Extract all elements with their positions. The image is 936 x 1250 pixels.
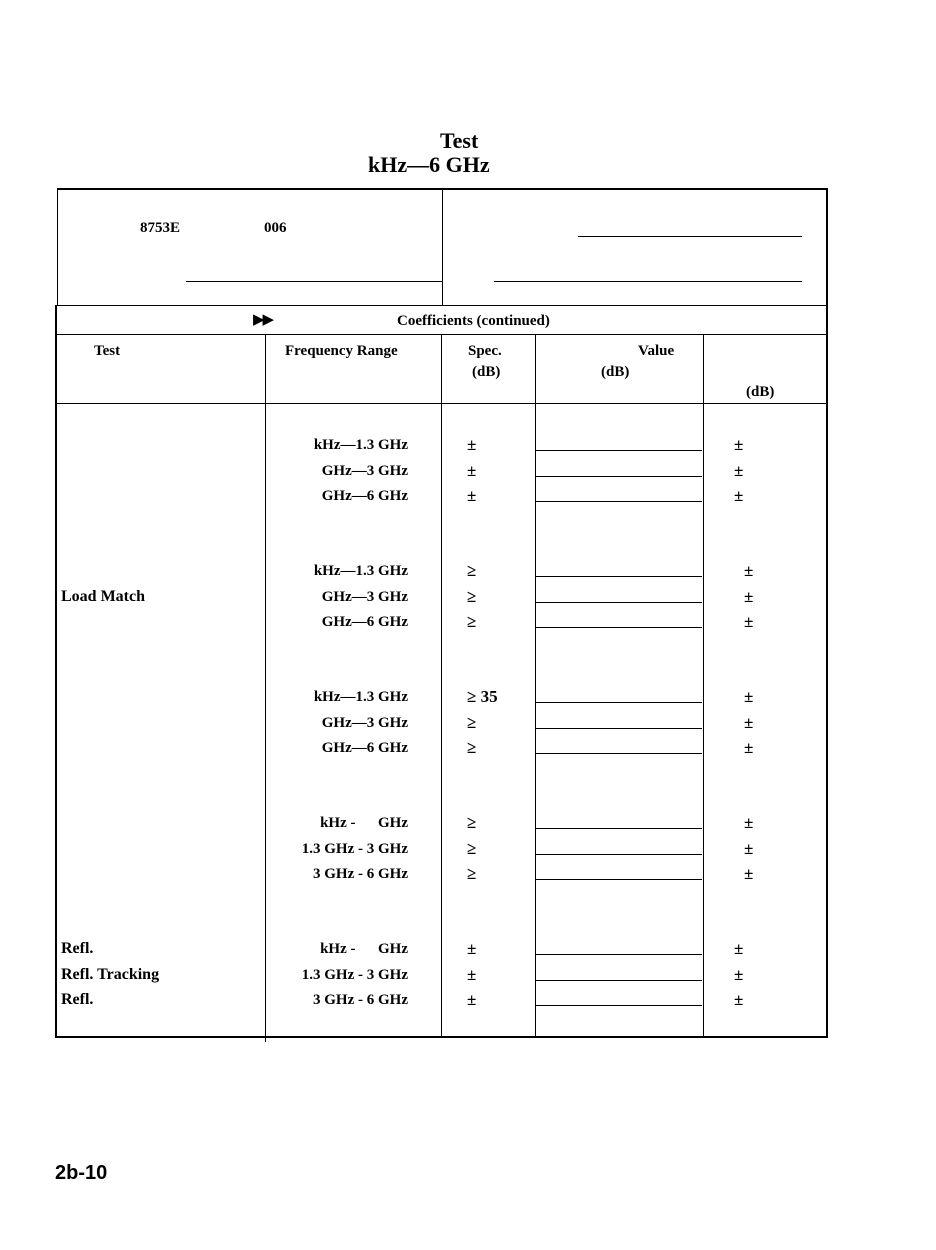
frequency-range: GHz—3 GHz <box>321 463 408 479</box>
spec-value: ± <box>467 486 477 505</box>
frequency-range: 3 GHz - 6 GHz <box>313 866 408 882</box>
table-bottom <box>55 1036 828 1038</box>
frequency-range: kHz—1.3 GHz <box>313 437 408 453</box>
measured-value-blank[interactable] <box>536 450 702 451</box>
frequency-range: 1.3 GHz - 3 GHz <box>301 841 408 857</box>
uncertainty-value: ± <box>734 461 744 480</box>
section-arrows: ▶▶ <box>253 312 273 328</box>
measured-value-blank[interactable] <box>536 879 702 880</box>
page-title-line1: Test <box>440 128 479 153</box>
frequency-range: GHz—6 GHz <box>321 488 408 504</box>
header-box-bottom <box>57 305 828 306</box>
model-number: 8753E <box>140 220 181 236</box>
frequency-range: 3 GHz - 6 GHz <box>313 992 408 1008</box>
frequency-range: kHz - GHz <box>320 941 408 957</box>
frequency-range: GHz—3 GHz <box>321 589 408 605</box>
spec-value: ± <box>467 990 477 1009</box>
spec-value: ± <box>467 461 477 480</box>
col-header-test: Test <box>94 343 121 359</box>
header-box-right <box>826 188 828 1038</box>
frequency-range: kHz - GHz <box>320 815 408 831</box>
test-name: Refl. Tracking <box>61 966 160 983</box>
frequency-range: kHz—1.3 GHz <box>313 563 408 579</box>
frequency-range: 1.3 GHz - 3 GHz <box>301 967 408 983</box>
frequency-range: GHz—6 GHz <box>321 614 408 630</box>
option-number: 006 <box>264 220 287 236</box>
uncertainty-value: ± <box>744 713 754 732</box>
page-number: 2b-10 <box>55 1162 108 1184</box>
spec-value: ± <box>467 965 477 984</box>
uncertainty-value: ± <box>744 864 754 883</box>
spec-value: ≥ 35 <box>467 687 498 706</box>
spec-value: ± <box>467 939 477 958</box>
frequency-range: kHz—1.3 GHz <box>313 689 408 705</box>
spec-value: ± <box>467 435 477 454</box>
spec-value: ≥ <box>467 864 477 883</box>
uncertainty-value: ± <box>744 587 754 606</box>
uncertainty-value: ± <box>734 990 744 1009</box>
measured-value-blank[interactable] <box>536 576 702 577</box>
serial-blank-line <box>186 281 442 282</box>
uncertainty-value: ± <box>734 939 744 958</box>
col-divider-spec <box>535 334 536 1038</box>
test-name: Load Match <box>61 588 145 605</box>
measured-value-blank[interactable] <box>536 753 702 754</box>
uncertainty-value: ± <box>734 965 744 984</box>
uncertainty-value: ± <box>734 486 744 505</box>
header-box-divider <box>442 188 443 306</box>
measured-value-blank[interactable] <box>536 702 702 703</box>
measured-value-blank[interactable] <box>536 476 702 477</box>
uncertainty-value: ± <box>744 738 754 757</box>
test-name: Refl. <box>61 940 94 957</box>
measured-value-blank[interactable] <box>536 602 702 603</box>
col-divider-freq <box>441 334 442 1038</box>
measured-value-blank[interactable] <box>536 728 702 729</box>
col-header-freq: Frequency Range <box>285 343 398 359</box>
header-right-blank-1 <box>578 236 802 237</box>
col-header-value-unit: (dB) <box>601 364 630 380</box>
header-right-blank-2 <box>494 281 802 282</box>
col-header-spec-unit: (dB) <box>472 364 501 380</box>
spec-value: ≥ <box>467 713 477 732</box>
measured-value-blank[interactable] <box>536 501 702 502</box>
measured-value-blank[interactable] <box>536 854 702 855</box>
frequency-range: GHz—6 GHz <box>321 740 408 756</box>
measured-value-blank[interactable] <box>536 980 702 981</box>
spec-value: ≥ <box>467 738 477 757</box>
measured-value-blank[interactable] <box>536 1005 702 1006</box>
uncertainty-value: ± <box>734 435 744 454</box>
uncertainty-value: ± <box>744 612 754 631</box>
uncertainty-value: ± <box>744 839 754 858</box>
frequency-range: GHz—3 GHz <box>321 715 408 731</box>
measured-value-blank[interactable] <box>536 828 702 829</box>
spec-value: ≥ <box>467 561 477 580</box>
test-name: Refl. <box>61 991 94 1008</box>
section-label: Coefficients (continued) <box>397 313 550 329</box>
page-title-line2: kHz—6 GHz <box>368 152 490 177</box>
spec-value: ≥ <box>467 612 477 631</box>
uncertainty-value: ± <box>744 687 754 706</box>
spec-value: ≥ <box>467 587 477 606</box>
col-header-value: Value <box>638 343 675 359</box>
uncertainty-value: ± <box>744 561 754 580</box>
col-header-spec: Spec. <box>468 343 502 359</box>
col-divider-value <box>703 334 704 1038</box>
section-bar-left <box>55 305 57 1038</box>
uncertainty-value: ± <box>744 813 754 832</box>
measured-value-blank[interactable] <box>536 954 702 955</box>
header-box-left <box>57 188 58 306</box>
col-header-uncertainty-unit: (dB) <box>746 384 775 400</box>
spec-value: ≥ <box>467 839 477 858</box>
spec-value: ≥ <box>467 813 477 832</box>
measured-value-blank[interactable] <box>536 627 702 628</box>
